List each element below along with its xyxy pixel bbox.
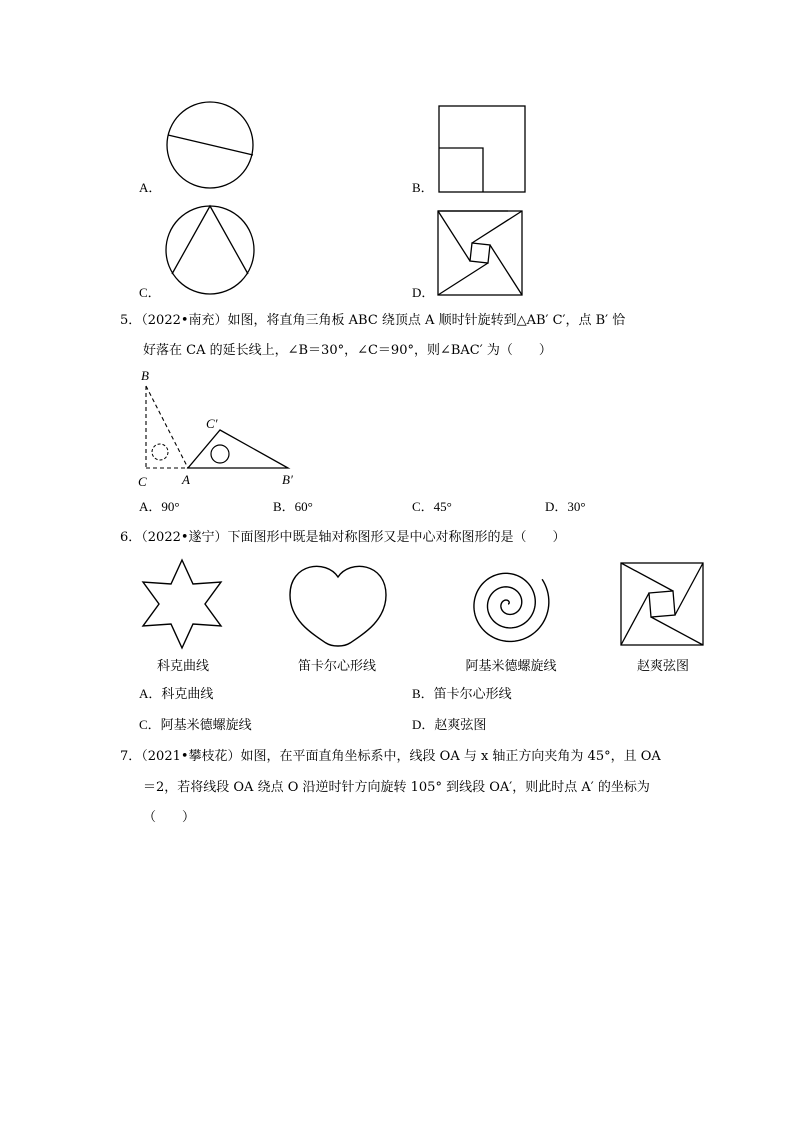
q6-figure-zhaoshuang-square	[619, 561, 707, 647]
q6-figure-archimedes-spiral	[458, 560, 558, 650]
q4-option-c-letter: C．	[139, 285, 161, 300]
q5-label-b-prime: B′	[282, 472, 293, 487]
q5-label-a: A	[182, 472, 190, 487]
q4-figure-b-nested-squares	[437, 104, 529, 194]
q5-label-c: C	[138, 474, 147, 489]
q5-stem-line1: 5．（2022•南充）如图，将直角三角板 ABC 绕顶点 A 顺时针旋转到△AB′ C′，点 B′ 恰	[120, 313, 626, 328]
q6-figure-cardioid-heart	[286, 565, 390, 645]
q4-figure-c-circle-triangle	[160, 202, 260, 298]
q7-stem-line3: （ ）	[143, 810, 196, 825]
q5-option-b: B．60°	[273, 499, 313, 514]
q4-figure-d-zhaoshuang	[436, 209, 526, 299]
q6-option-b: B．笛卡尔心形线	[412, 686, 512, 701]
q6-caption-koch: 科克曲线	[156, 659, 209, 674]
q6-option-a: A．科克曲线	[139, 686, 214, 701]
q5-option-a: A．90°	[139, 499, 180, 514]
q4-figure-a-circle-chord	[160, 98, 260, 193]
q6-option-c: C．阿基米德螺旋线	[139, 717, 252, 732]
q4-option-a-letter: A．	[139, 180, 162, 195]
q6-stem: 6．（2022•遂宁）下面图形中既是轴对称图形又是中心对称图形的是（ ）	[120, 530, 566, 545]
q6-option-d: D．赵爽弦图	[412, 717, 487, 732]
q5-label-b: B	[141, 368, 149, 383]
q6-caption-cardioid: 笛卡尔心形线	[297, 659, 376, 674]
q5-option-d: D．30°	[545, 499, 586, 514]
q7-stem-line1: 7．（2021•攀枝花）如图，在平面直角坐标系中，线段 OA 与 x 轴正方向夹角为 45°，且 OA	[120, 749, 661, 764]
q5-stem-line2: 好落在 CA 的延长线上，∠B＝30°，∠C＝90°，则∠BAC′ 为（ ）	[143, 343, 552, 358]
q5-triangle-figure	[136, 366, 316, 492]
q5-label-c-prime: C′	[206, 416, 218, 431]
q6-caption-zhaoshuang: 赵爽弦图	[636, 659, 689, 674]
q4-option-b-letter: B．	[412, 180, 434, 195]
q5-option-c: C．45°	[412, 499, 452, 514]
q6-figure-koch-star	[137, 558, 227, 650]
q4-option-d-letter: D．	[412, 285, 435, 300]
q7-stem-line2: ＝2，若将线段 OA 绕点 O 沿逆时针方向旋转 105° 到线段 OA′，则此时点 A′ 的坐标为	[143, 780, 650, 795]
q6-caption-archimedes: 阿基米德螺旋线	[465, 659, 557, 674]
